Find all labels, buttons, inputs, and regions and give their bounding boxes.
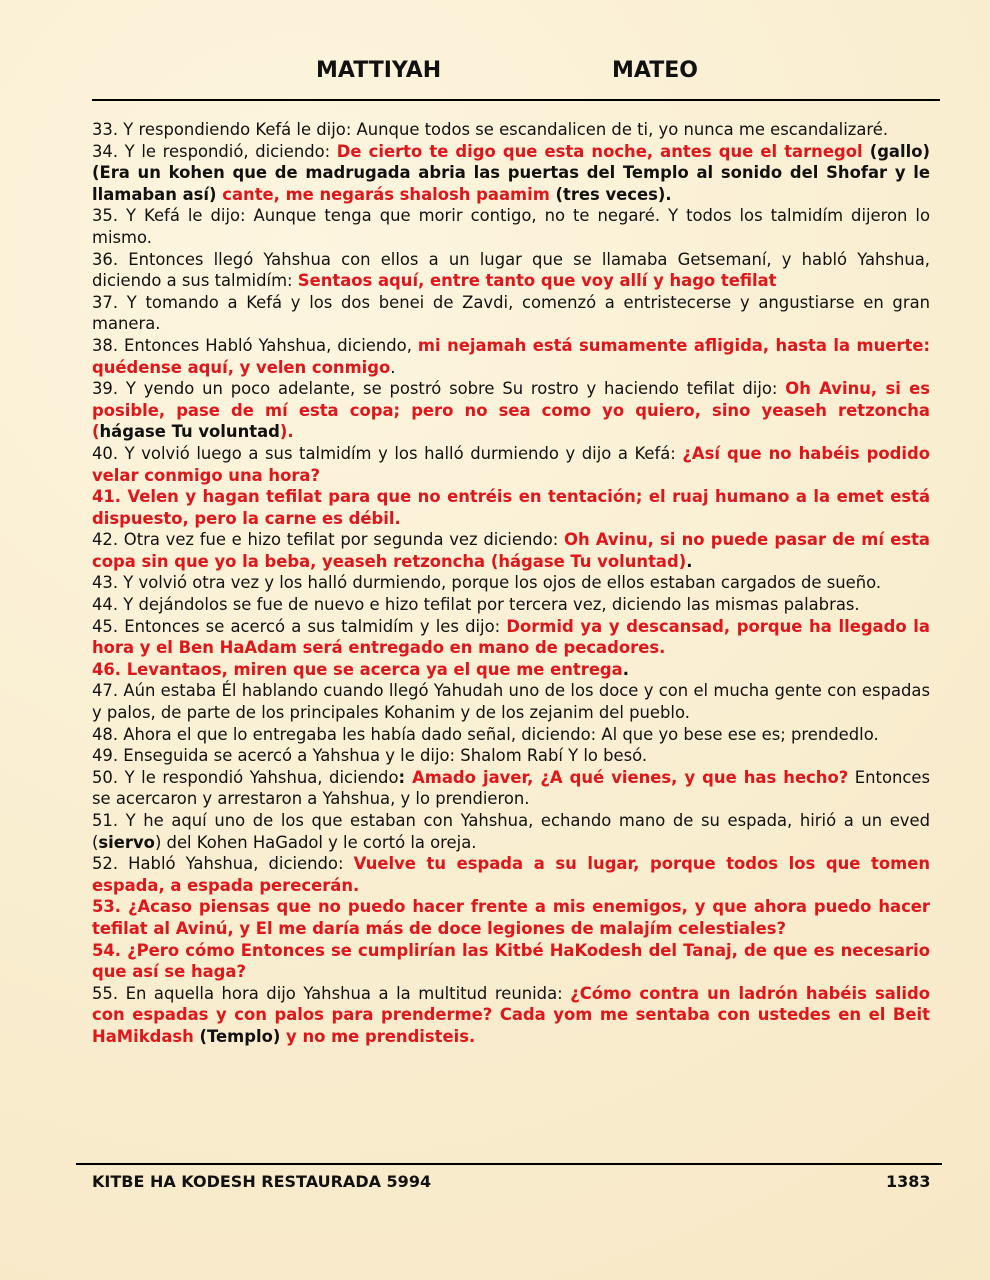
verse-55: 55. En aquella hora dijo Yahshua a la multitud reunida: ¿Cómo contra un ladrón habéis salido con espadas y con palos para prenderme? Cada yom me sentaba con ustedes en el Beit HaMikdash (Templo) y no me prendisteis.	[92, 983, 930, 1046]
verse-43: 43. Y volvió otra vez y los halló durmiendo, porque los ojos de ellos estaban cargados de sueño.	[92, 573, 882, 593]
verse-44: 44. Y dejándolos se fue de nuevo e hizo tefilat por tercera vez, diciendo las mismas palabras.	[92, 595, 860, 615]
verse-33: 33. Y respondiendo Kefá le dijo: Aunque todos se escandalicen de ti, yo nunca me escandalizaré.	[92, 120, 889, 139]
verse-52: 52. Habló Yahshua, diciendo: Vuelve tu espada a su lugar, porque todos los que tomen espada, a espada perecerán.	[92, 854, 930, 895]
verse-53: 53. ¿Acaso piensas que no puedo hacer frente a mis enemigos, y que ahora puedo hacer tefilat al Avinú, y El me daría más de doce legiones de malajím celestiales?	[92, 897, 930, 938]
verse-42: 42. Otra vez fue e hizo tefilat por segunda vez diciendo: Oh Avinu, si no puede pasar de mí esta copa sin que yo la beba, yeaseh retzoncha (hágase Tu voluntad).	[92, 530, 930, 571]
scripture-text	[92, 119, 930, 1048]
verse-54: 54. ¿Pero cómo Entonces se cumplirían las Kitbé HaKodesh del Tanaj, de que es necesario que así se haga?	[92, 940, 930, 982]
verse-49: 49. Enseguida se acercó a Yahshua y le dijo: Shalom Rabí Y lo besó.	[92, 746, 648, 766]
verse-39: 39. Y yendo un poco adelante, se postró sobre Su rostro y haciendo tefilat dijo: Oh Avinu, si es posible, pase de mí esta copa; pero no sea como yo quiero, sino yeaseh retzoncha (hágase Tu voluntad).	[92, 379, 930, 442]
verse-51: 51. Y he aquí uno de los que estaban con Yahshua, echando mano de su espada, hirió a un eved (siervo) del Kohen HaGadol y le cortó la oreja.	[92, 811, 930, 852]
verse-38: 38. Entonces Habló Yahshua, diciendo, mi nejamah está sumamente afligida, hasta la muerte: quédense aquí, y velen conmigo.	[92, 335, 931, 377]
verse-37: 37. Y tomando a Kefá y los dos benei de Zavdi, comenzó a entristecerse y angustiarse en gran manera.	[92, 292, 930, 334]
page-header	[0, 58, 990, 88]
verse-45: 45. Entonces se acercó a sus talmidím y les dijo: Dormid ya y descansad, porque ha llegado la hora y el Ben HaAdam será entregado en mano de pecadores.	[92, 616, 930, 658]
verse-46: 46. Levantaos, miren que se acerca ya el que me entrega.	[92, 659, 629, 679]
verse-41: 41. Velen y hagan tefilat para que no entréis en tentación; el ruaj humano a la emet está dispuesto, pero la carne es débil.	[92, 487, 930, 528]
footer-rule	[76, 1163, 942, 1165]
footer-title: KITBE HA KODESH RESTAURADA 5994	[92, 1172, 432, 1191]
verse-35: 35. Y Kefá le dijo: Aunque tenga que morir contigo, no te negaré. Y todos los talmidím dijeron lo mismo.	[92, 206, 930, 247]
header-book-spanish: MATEO	[612, 58, 698, 83]
verse-50: 50. Y le respondió Yahshua, diciendo: Amado javer, ¿A qué vienes, y que has hecho? Entonces se acercaron y arrestaron a Yahshua, y lo prendieron.	[92, 767, 930, 809]
verse-36: 36. Entonces llegó Yahshua con ellos a un lugar que se llamaba Getsemaní, y habló Yahshua, diciendo a sus talmidím: Sentaos aquí, entre tanto que voy allí y hago tefilat	[92, 249, 930, 291]
verse-47: 47. Aún estaba Él hablando cuando llegó Yahudah uno de los doce y con el mucha gente con espadas y palos, de parte de los principales Kohanim y de los zejanim del pueblo.	[92, 681, 930, 723]
verse-48: 48. Ahora el que lo entregaba les había dado señal, diciendo: Al que yo bese ese es; prendedlo.	[92, 724, 879, 744]
page-number: 1383	[886, 1172, 931, 1191]
verse-34: 34. Y le respondió, diciendo: De cierto te digo que esta noche, antes que el tarnegol (gallo) (Era un kohen que de madrugada abria las puertas del Templo al sonido del Shofar y le llamaban así) cante, me negarás shalosh paamim (tres veces).	[92, 141, 930, 204]
verse-40: 40. Y volvió luego a sus talmidím y los halló durmiendo y dijo a Kefá: ¿Así que no habéis podido velar conmigo una hora?	[92, 443, 930, 485]
header-book-hebrew: MATTIYAH	[316, 58, 442, 83]
header-rule	[92, 99, 940, 101]
